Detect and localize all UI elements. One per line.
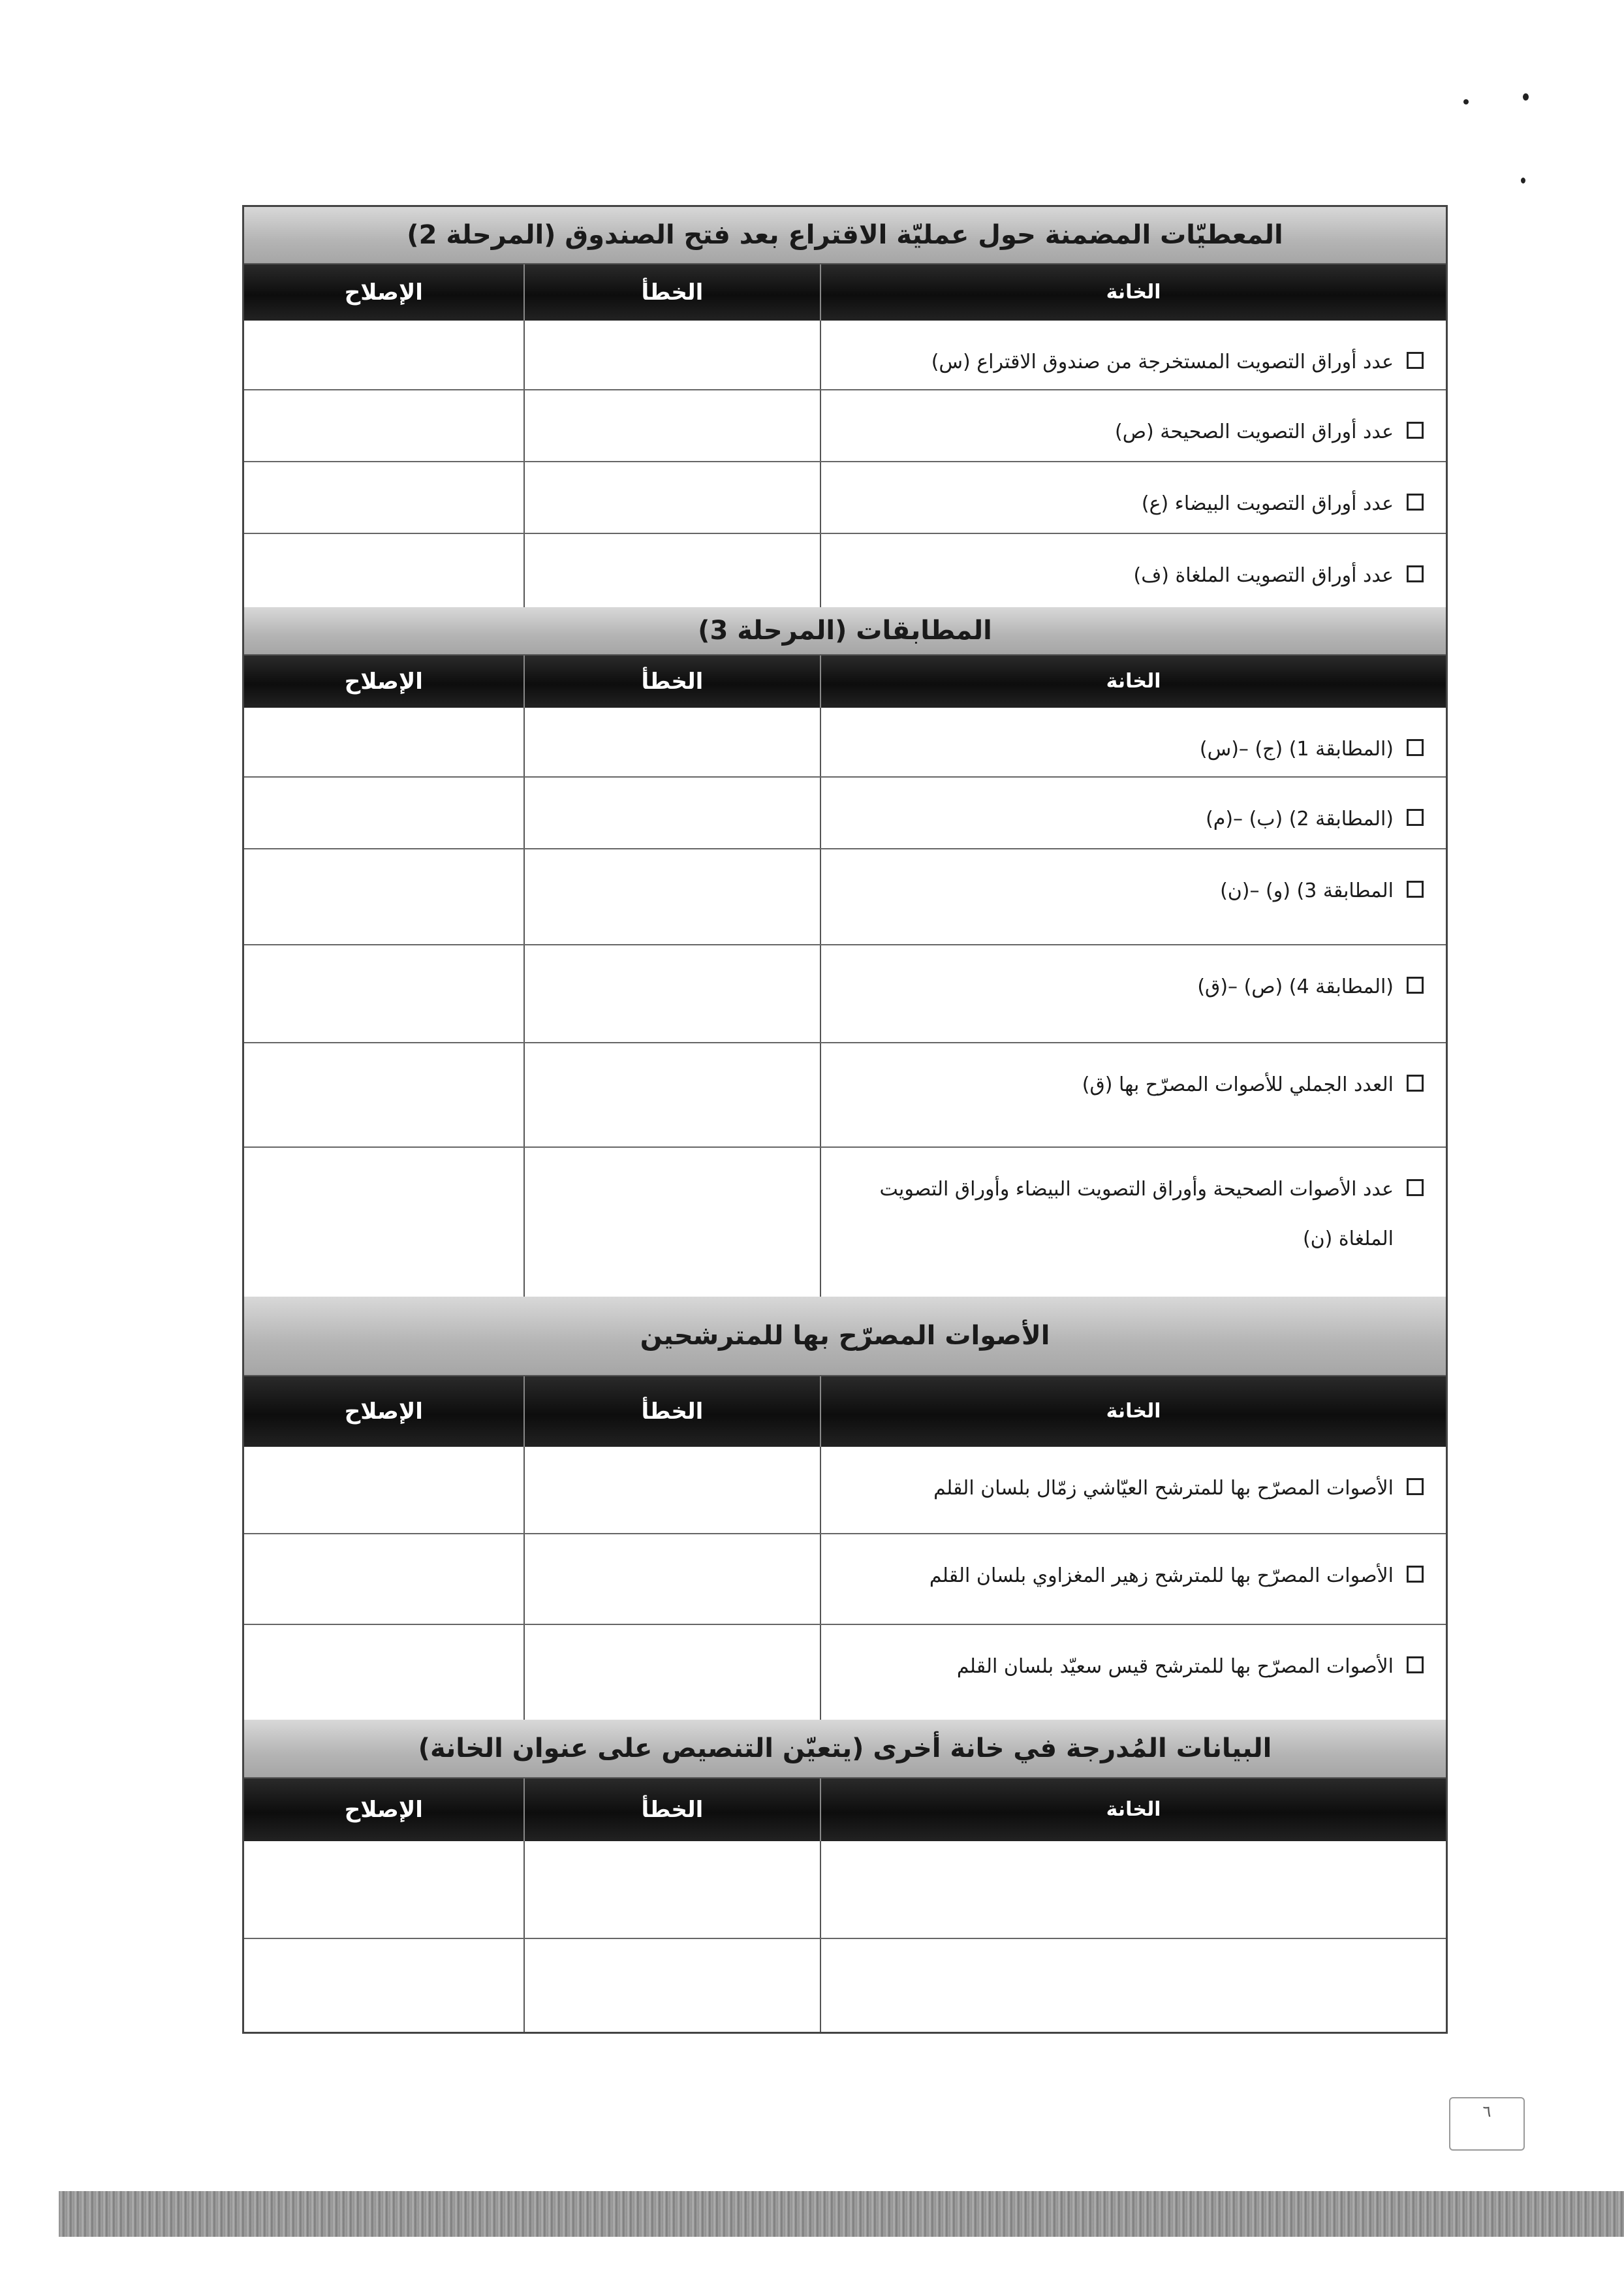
error-cell[interactable]	[523, 1534, 820, 1624]
field-cell: عدد أوراق التصويت البيضاء (ع)	[820, 462, 1446, 533]
checkbox-icon[interactable]	[1407, 352, 1424, 369]
table-row	[244, 1841, 1446, 1939]
error-cell[interactable]	[523, 1447, 820, 1533]
checkbox-icon[interactable]	[1407, 494, 1424, 511]
checkbox-icon[interactable]	[1407, 739, 1424, 756]
correction-cell[interactable]	[244, 1447, 523, 1533]
column-header-field: الخانة	[820, 656, 1446, 708]
correction-cell[interactable]	[244, 778, 523, 848]
column-header-row	[244, 1778, 1446, 1841]
table-row	[244, 534, 1446, 607]
column-header-row	[244, 656, 1446, 708]
column-header-correction: الإصلاح	[344, 279, 423, 306]
section-ballot-data	[244, 207, 1446, 607]
correction-cell[interactable]	[244, 534, 523, 607]
table-row	[244, 1447, 1446, 1534]
scan-edge-bar	[59, 2191, 1624, 2237]
scan-speck	[1521, 178, 1525, 183]
checkbox-icon[interactable]	[1407, 977, 1424, 994]
column-header-correction: الإصلاح	[344, 1398, 423, 1425]
checkbox-icon[interactable]	[1407, 881, 1424, 898]
checkbox-icon[interactable]	[1407, 422, 1424, 439]
table-row	[244, 390, 1446, 462]
section-title: المعطيّات المضمنة حول عمليّة الاقتراع بعد فتح الصندوق (المرحلة 2)	[244, 207, 1446, 264]
error-cell[interactable]	[523, 1043, 820, 1146]
section-title: البيانات المُدرجة في خانة أخرى (يتعيّن التنصيص على عنوان الخانة)	[244, 1720, 1446, 1778]
form-table	[242, 205, 1448, 2034]
error-cell[interactable]	[523, 534, 820, 607]
table-row	[244, 1939, 1446, 2032]
table-row	[244, 945, 1446, 1043]
field-cell[interactable]	[820, 1939, 1446, 2032]
correction-cell[interactable]	[244, 1043, 523, 1146]
error-cell[interactable]	[523, 1625, 820, 1720]
error-cell[interactable]	[523, 849, 820, 944]
correction-cell[interactable]	[244, 1939, 523, 2032]
correction-cell[interactable]	[244, 1148, 523, 1297]
field-cell: الأصوات المصرّح بها للمترشح العيّاشي زمّال بلسان القلم	[820, 1447, 1446, 1533]
table-row	[244, 462, 1446, 534]
correction-cell[interactable]	[244, 462, 523, 533]
table-row	[244, 1148, 1446, 1297]
error-cell[interactable]	[523, 390, 820, 461]
error-cell[interactable]	[523, 321, 820, 389]
correction-cell[interactable]	[244, 849, 523, 944]
column-header-field: الخانة	[820, 264, 1446, 321]
error-cell[interactable]	[523, 778, 820, 848]
page-number: ٦	[1482, 2102, 1491, 2121]
field-cell: عدد أوراق التصويت المستخرجة من صندوق الاقتراع (س)	[820, 321, 1446, 389]
correction-cell[interactable]	[244, 321, 523, 389]
checkbox-icon[interactable]	[1407, 1075, 1424, 1092]
error-cell[interactable]	[523, 945, 820, 1042]
scan-speck	[1523, 93, 1529, 101]
column-header-field: الخانة	[820, 1376, 1446, 1447]
checkbox-icon[interactable]	[1407, 1179, 1424, 1196]
checkbox-icon[interactable]	[1407, 1566, 1424, 1583]
field-cell: العدد الجملي للأصوات المصرّح بها (ق)	[820, 1043, 1446, 1146]
field-cell: (المطابقة 2) (ب) –(م)	[820, 778, 1446, 848]
checkbox-icon[interactable]	[1407, 1478, 1424, 1495]
column-header-error: الخطأ	[523, 1778, 820, 1841]
correction-cell[interactable]	[244, 1625, 523, 1720]
correction-cell[interactable]	[244, 945, 523, 1042]
table-row	[244, 321, 1446, 390]
column-header-row	[244, 1376, 1446, 1447]
error-cell[interactable]	[523, 1148, 820, 1297]
section-other-box-data	[244, 1720, 1446, 2032]
field-cell: عدد أوراق التصويت الصحيحة (ص)	[820, 390, 1446, 461]
error-cell[interactable]	[523, 708, 820, 776]
section-candidate-votes	[244, 1297, 1446, 1720]
section-matching	[244, 607, 1446, 1297]
correction-cell[interactable]	[244, 390, 523, 461]
table-row	[244, 849, 1446, 945]
section-title: الأصوات المصرّح بها للمترشحين	[244, 1297, 1446, 1376]
field-cell: المطابقة 3) (و) –(ن)	[820, 849, 1446, 944]
correction-cell[interactable]	[244, 1841, 523, 1938]
field-cell[interactable]	[820, 1841, 1446, 1938]
column-header-correction: الإصلاح	[344, 1797, 423, 1823]
column-header-error: الخطأ	[523, 656, 820, 708]
field-cell: (المطابقة 1) (ج) –(س)	[820, 708, 1446, 776]
error-cell[interactable]	[523, 1841, 820, 1938]
checkbox-icon[interactable]	[1407, 565, 1424, 582]
table-row	[244, 708, 1446, 778]
column-header-correction: الإصلاح	[344, 669, 423, 695]
field-cell: عدد أوراق التصويت الملغاة (ف)	[820, 534, 1446, 607]
correction-cell[interactable]	[244, 708, 523, 776]
checkbox-icon[interactable]	[1407, 1656, 1424, 1673]
scan-speck	[1463, 99, 1469, 104]
column-header-error: الخطأ	[523, 1376, 820, 1447]
section-title: المطابقات (المرحلة 3)	[244, 607, 1446, 656]
column-header-error: الخطأ	[523, 264, 820, 321]
table-row	[244, 778, 1446, 849]
correction-cell[interactable]	[244, 1534, 523, 1624]
page-number-box	[1449, 2097, 1525, 2151]
field-cell: (المطابقة 4) (ص) –(ق)	[820, 945, 1446, 1042]
column-header-field: الخانة	[820, 1778, 1446, 1841]
column-header-row	[244, 264, 1446, 321]
error-cell[interactable]	[523, 1939, 820, 2032]
table-row	[244, 1043, 1446, 1148]
field-cell: الأصوات المصرّح بها للمترشح قيس سعيّد بلسان القلم	[820, 1625, 1446, 1720]
table-row	[244, 1534, 1446, 1625]
table-row	[244, 1625, 1446, 1720]
field-cell: الأصوات المصرّح بها للمترشح زهير المغزاوي بلسان القلم	[820, 1534, 1446, 1624]
checkbox-icon[interactable]	[1407, 809, 1424, 826]
error-cell[interactable]	[523, 462, 820, 533]
field-cell: عدد الأصوات الصحيحة وأوراق التصويت البيضاء وأوراق التصويت الملغاة (ن)	[820, 1148, 1446, 1297]
